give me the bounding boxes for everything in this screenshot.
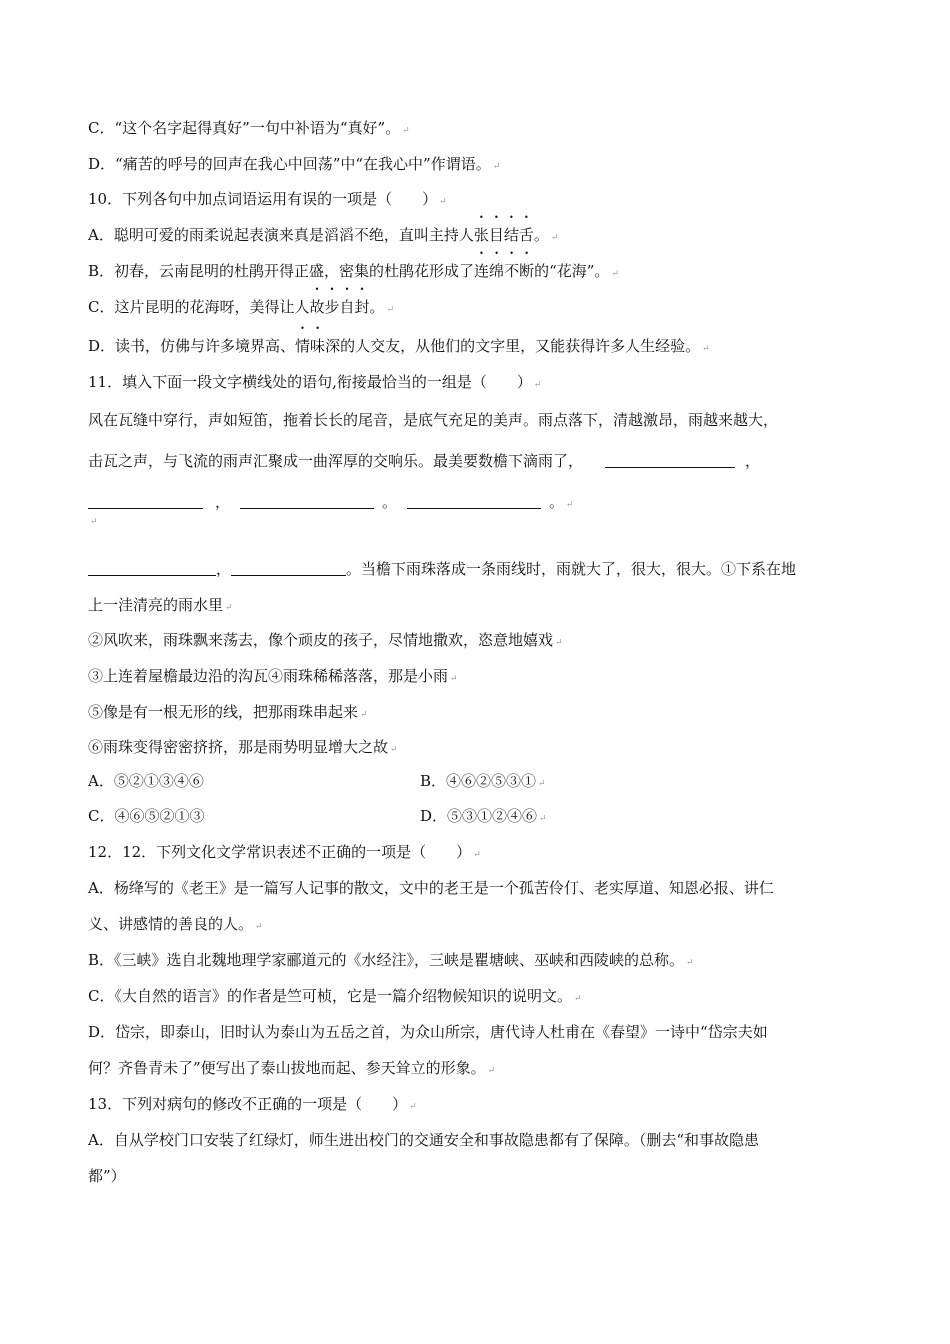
q12-option-d-text: D．岱宗，即泰山，旧时认为泰山为五岳之首，为众山所宗，唐代诗人杜甫在《春望》一诗中“岱宗夫如 <box>88 1023 768 1041</box>
q11-empty-line <box>88 509 98 532</box>
q12-option-a-line-1 <box>88 878 774 898</box>
punctuation: 。 <box>549 493 565 511</box>
q11-sentence-3-4 <box>88 666 458 689</box>
dotted-char: 断 <box>519 262 535 280</box>
q10-option-a-text: A．聪明可爱的雨柔说起表演来真是滔滔不绝，直叫主持人 <box>88 226 474 244</box>
dotted-char: 步 <box>324 298 340 316</box>
paragraph-mark: ↵ <box>255 922 263 932</box>
q13-option-a-text: A．自从学校门口安装了红绿灯，师生进出校门的交通安全和事故隐患都有了保障。（删去“和事故隐患 <box>88 1131 760 1149</box>
answer-blank-2[interactable] <box>88 494 203 509</box>
answer-blank-3[interactable] <box>240 494 374 509</box>
dotted-char: 情 <box>295 337 311 355</box>
q10-option-d <box>88 336 710 359</box>
q12-option-d-text: 何？齐鲁青未了”便写出了泰山拔地而起、参天耸立的形象。 <box>88 1059 486 1077</box>
q12-option-b-text: B．《三峡》选自北魏地理学家郦道元的《水经注》，三峡是瞿塘峡、巫峡和西陵峡的总称。 <box>88 951 685 969</box>
dotted-char: 结 <box>503 226 519 244</box>
q11-paragraph-text: 上一洼清亮的雨水里 <box>88 596 224 614</box>
q12-option-c-text: C．《大自然的语言》的作者是竺可桢，它是一篇介绍物候知识的说明文。 <box>88 987 572 1005</box>
paragraph-mark: ↵ <box>402 126 410 136</box>
q11-option-b <box>420 771 546 794</box>
q12-option-a-text: A．杨绛写的《老王》是一篇写人记事的散文，文中的老王是一个孤苦伶仃、老实厚道、知恩必报、讲仁 <box>88 879 774 897</box>
q11-sentence-text: ⑥雨珠变得密密挤挤，那是雨势明显增大之故 <box>88 738 389 756</box>
q11-paragraph-line-4 <box>88 559 796 579</box>
q10-option-d-tail: 深的人交友，从他们的文字里，又能获得许多人生经验。 <box>325 337 701 355</box>
q12-stem <box>88 842 481 865</box>
paragraph-mark: ↵ <box>611 269 619 279</box>
paragraph-mark: ↵ <box>360 710 368 720</box>
q12-option-d-line-2 <box>88 1058 495 1081</box>
punctuation: ， <box>745 452 761 470</box>
paragraph-mark: ↵ <box>539 814 547 824</box>
q11-option-a <box>88 771 204 791</box>
q9-option-c <box>88 118 410 141</box>
q11-sentence-text: ③上连着屋檐最边沿的沟瓦④雨珠稀稀落落，那是小雨 <box>88 667 449 685</box>
paragraph-mark: ↵ <box>533 380 542 390</box>
q11-sentence-2 <box>88 630 563 653</box>
paragraph-mark: ↵ <box>473 850 481 860</box>
paragraph-mark: ↵ <box>573 994 582 1004</box>
dotted-char: 不 <box>504 262 520 280</box>
answer-blank-4[interactable] <box>407 494 541 509</box>
q10-option-a <box>88 225 558 248</box>
q11-paragraph-line-3 <box>88 492 574 515</box>
paragraph-mark: ↵ <box>386 305 395 315</box>
q11-paragraph-text: 。当檐下雨珠落成一条雨线时，雨就大了，很大，很大。①下系在地 <box>346 560 797 578</box>
q11-paragraph-line-1 <box>88 410 778 430</box>
q9-option-c-text: C．“这个名字起得真好”一句中补语为“真好”。 <box>88 119 401 137</box>
paragraph-mark: ↵ <box>450 674 458 684</box>
q13-option-a-line-1 <box>88 1130 759 1150</box>
paragraph-mark: ↵ <box>555 638 563 648</box>
q10-stem-text: 10．下列各句中加点词语运用有误的一项是（ ） <box>88 190 438 208</box>
answer-blank-5[interactable] <box>88 561 216 576</box>
dotted-char: 舌 <box>518 226 534 244</box>
q11-stem-text: 11．填入下面一段文字横线处的语句,衔接最恰当的一组是（ ） <box>88 373 532 391</box>
q10-stem <box>88 189 447 212</box>
q12-stem-text: 12．12．下列文化文学常识表述不正确的一项是（ ） <box>88 843 472 861</box>
paragraph-mark: ↵ <box>390 745 398 755</box>
q11-option-c-text: C．④⑥⑤②①③ <box>88 807 205 825</box>
paragraph-mark: ↵ <box>487 1066 496 1076</box>
q13-stem <box>88 1094 417 1117</box>
paragraph-mark: ↵ <box>686 958 694 968</box>
q12-option-a-text: 义、讲感情的善良的人。 <box>88 915 254 933</box>
dotted-char: 张 <box>473 226 489 244</box>
q10-option-c <box>88 297 394 320</box>
q12-option-b <box>88 950 694 973</box>
q10-option-b-text: B．初春，云南昆明的杜鹃开得正盛，密集的杜鹃花形成了 <box>88 262 475 280</box>
dotted-char: 自 <box>339 298 355 316</box>
punctuation: ， <box>216 560 232 578</box>
dotted-char: 故 <box>309 298 325 316</box>
q11-sentence-text: ⑤像是有一根无形的线，把那雨珠串起来 <box>88 703 359 721</box>
dotted-char: 目 <box>488 226 504 244</box>
q11-sentence-text: ②风吹来，雨珠飘来荡去，像个顽皮的孩子，尽情地撒欢，恣意地嬉戏 <box>88 631 554 649</box>
q12-option-a-line-2 <box>88 914 263 937</box>
q11-sentence-5 <box>88 702 368 725</box>
paragraph-mark: ↵ <box>439 197 447 207</box>
dotted-char: 绵 <box>489 262 505 280</box>
paragraph-mark: ↵ <box>702 344 710 354</box>
q11-sentence-6 <box>88 737 398 760</box>
q9-option-d <box>88 154 500 177</box>
answer-blank-6[interactable] <box>231 561 346 576</box>
q10-option-c-tail: 。 <box>369 298 385 316</box>
q13-stem-text: 13．下列对病句的修改不正确的一项是（ ） <box>88 1095 408 1113</box>
q11-option-d <box>420 806 547 829</box>
paragraph-mark: ↵ <box>409 1102 417 1112</box>
paragraph-mark: ↵ <box>225 603 233 613</box>
dotted-char: 封 <box>354 298 370 316</box>
q11-paragraph-line-5 <box>88 595 233 618</box>
q11-option-d-text: D．⑤③①②④⑥ <box>420 807 538 825</box>
q11-paragraph-text: 风在瓦缝中穿行，声如短笛，拖着长长的尾音，是底气充足的美声。雨点落下，清越激昂，雨越来越大， <box>88 411 779 429</box>
q11-paragraph-line-2 <box>88 451 760 471</box>
q11-option-a-text: A．⑤②①③④⑥ <box>88 772 204 790</box>
q10-option-b <box>88 261 619 284</box>
dotted-char: 味 <box>310 337 326 355</box>
paragraph-mark: ↵ <box>492 162 501 172</box>
paragraph-mark: ↵ <box>566 500 574 510</box>
q10-option-a-tail: 。 <box>533 226 549 244</box>
q10-option-b-tail: 的“花海”。 <box>534 262 610 280</box>
q10-option-d-text: D．读书，仿佛与许多境界高、 <box>88 337 296 355</box>
q12-option-d-line-1 <box>88 1022 768 1042</box>
q11-option-c <box>88 806 204 826</box>
q9-option-d-text: D．“痛苦的呼号的回声在我心中回荡”中“在我心中”作谓语。 <box>88 155 491 173</box>
q11-paragraph-text: 击瓦之声，与飞流的雨声汇聚成一曲浑厚的交响乐。最美要数檐下滴雨了， <box>88 452 584 470</box>
answer-blank-1[interactable] <box>605 453 735 468</box>
q11-stem <box>88 372 541 395</box>
paragraph-mark: ↵ <box>550 233 559 243</box>
punctuation: ， <box>215 493 231 511</box>
q13-option-a-text: 都”） <box>88 1167 126 1185</box>
paragraph-mark: ↵ <box>90 517 98 527</box>
q11-option-b-text: B．④⑥②⑤③① <box>420 772 537 790</box>
q12-option-c <box>88 986 582 1009</box>
q13-option-a-line-2 <box>88 1166 126 1186</box>
paragraph-mark: ↵ <box>538 779 546 789</box>
punctuation: 。 <box>382 493 398 511</box>
dotted-char: 连 <box>474 262 490 280</box>
q10-option-c-text: C．这片昆明的花海呀，美得让人 <box>88 298 310 316</box>
